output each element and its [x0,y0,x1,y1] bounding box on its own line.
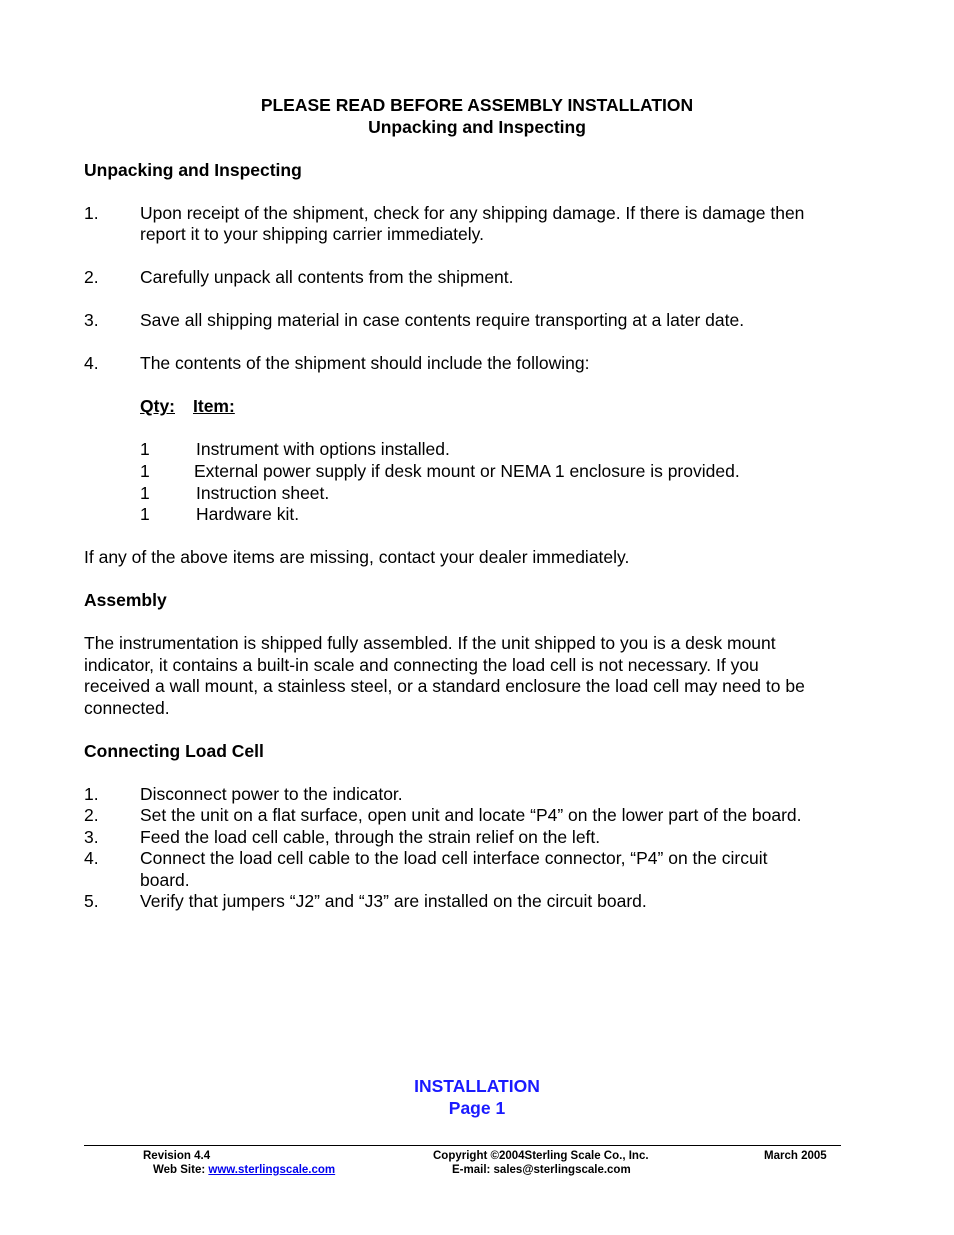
document-subtitle: Unpacking and Inspecting [368,117,586,137]
missing-items-note: If any of the above items are missing, contact your dealer immediately. [84,547,630,567]
list-number: 1. [84,203,99,223]
section-heading-load-cell: Connecting Load Cell [84,741,264,761]
contents-item: Hardware kit. [196,504,300,524]
list-item-text: Disconnect power to the indicator. [140,784,403,804]
contents-item: External power supply if desk mount or NEMA 1 enclosure is provided. [194,461,740,481]
list-number: 1. [84,784,99,804]
footer-website [153,1164,335,1176]
list-item-text: Verify that jumpers “J2” and “J3” are installed on the circuit board. [140,891,647,911]
contents-qty: 1 [140,483,150,503]
list-item-text: Feed the load cell cable, through the strain relief on the left. [140,827,601,847]
list-item-text: Upon receipt of the shipment, check for any shipping damage. If there is damage then [140,203,805,223]
page-number: Page 1 [448,1098,506,1118]
contents-item: Instruction sheet. [196,483,330,503]
contents-qty: 1 [140,439,150,459]
website-label: Web Site: [153,1164,209,1176]
footer-copyright: Copyright ©2004Sterling Scale Co., Inc. [433,1150,649,1162]
list-number: 2. [84,805,99,825]
list-item-text: Carefully unpack all contents from the shipment. [140,267,514,287]
list-item-text: Save all shipping material in case contents require transporting at a later date. [140,310,745,330]
list-number: 4. [84,848,99,868]
list-number: 3. [84,310,99,330]
list-item-text: board. [140,870,190,890]
paragraph-line: indicator, it contains a built-in scale and connecting the load cell is not necessary. If you [84,655,759,675]
footer-revision: Revision 4.4 [143,1150,211,1162]
contents-qty: 1 [140,461,150,481]
footer-date: March 2005 [764,1150,827,1162]
list-item-text: report it to your shipping carrier immediately. [140,224,484,244]
contents-qty-header: Qty: [140,396,175,416]
list-number: 4. [84,353,99,373]
footer-divider [84,1145,841,1146]
list-item-text: Set the unit on a flat surface, open unit and locate “P4” on the lower part of the board. [140,805,802,825]
section-heading-assembly: Assembly [84,590,167,610]
section-heading-unpacking: Unpacking and Inspecting [84,160,302,180]
list-item-text: Connect the load cell cable to the load cell interface connector, “P4” on the circuit [140,848,768,868]
paragraph-line: The instrumentation is shipped fully assembled. If the unit shipped to you is a desk mount [84,633,776,653]
paragraph-line: connected. [84,698,170,718]
footer-email: E-mail: sales@sterlingscale.com [452,1164,631,1176]
list-item-text: The contents of the shipment should include the following: [140,353,590,373]
website-link[interactable]: www.sterlingscale.com [208,1164,336,1176]
list-number: 5. [84,891,99,911]
document-title: PLEASE READ BEFORE ASSEMBLY INSTALLATION [260,95,694,115]
list-number: 3. [84,827,99,847]
contents-item: Instrument with options installed. [196,439,450,459]
list-number: 2. [84,267,99,287]
section-label: INSTALLATION [414,1076,540,1096]
contents-item-header: Item: [193,396,235,416]
contents-qty: 1 [140,504,150,524]
paragraph-line: received a wall mount, a stainless steel, or a standard enclosure the load cell may need to be [84,676,805,696]
